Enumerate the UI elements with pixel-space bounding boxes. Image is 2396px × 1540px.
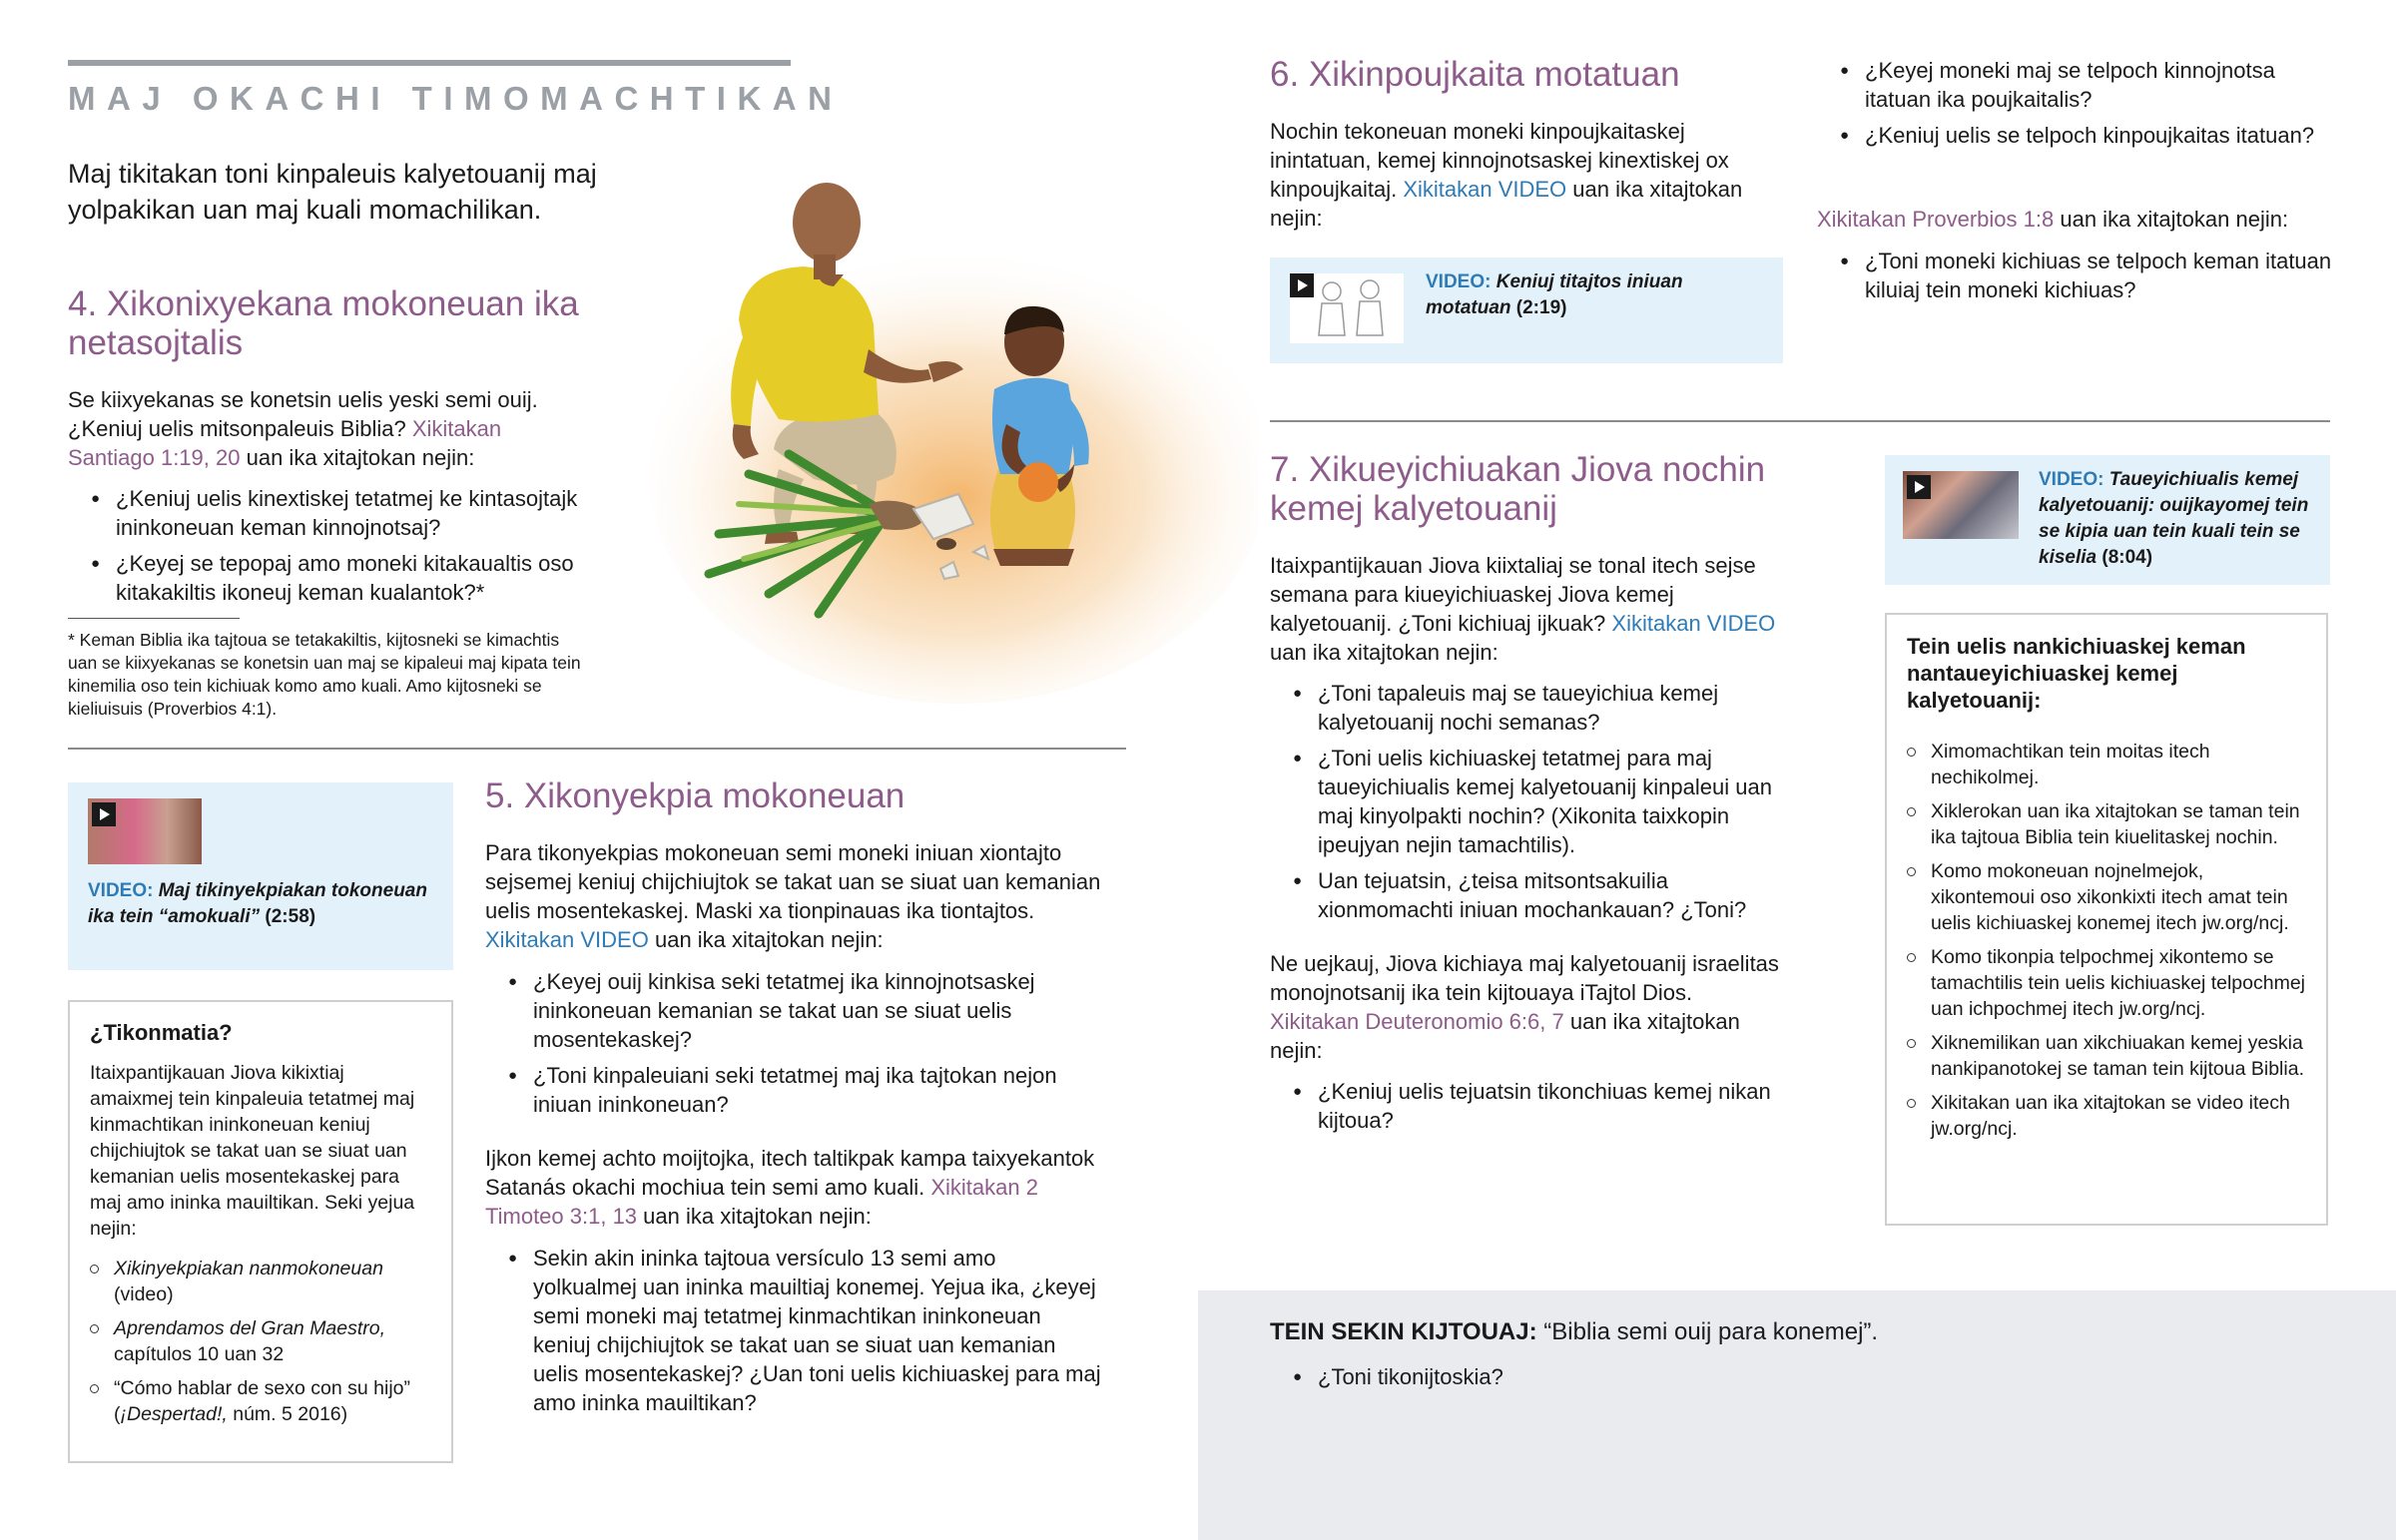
section-7-questions-2 <box>1270 1077 1779 1142</box>
section-6-questions <box>1817 56 2336 157</box>
list-item: Komo tikonpia telpochmej xikontemo se tamachtilis tein uelis kichiuaskej telpochmej uan ichpochmej itech jw.org/ncj. <box>1907 944 2311 1022</box>
page-title: MAJ OKACHI TIMOMACHTIKAN <box>68 80 844 117</box>
section-7-heading: 7. Xikueyichiuakan Jiova nochin kemej kalyetouanij <box>1270 450 1766 528</box>
section-divider <box>68 748 1126 750</box>
section-5-questions-1 <box>485 967 1104 1126</box>
video-title-2[interactable]: VIDEO: Keniuj titajtos iniuan motatuan (2:19) <box>1426 271 1683 318</box>
section-7-text: Itaixpantijkauan Jiova kiixtaliaj se tonal itech sejse semana para kiueyichiuaskej Jiova kemej kalyetouanij. ¿Toni kichiuaj ijkuak? Xikitakan VIDEO uan ika xitajtokan nejin: <box>1270 553 1776 665</box>
list-item: Xiklerokan uan ika xitajtokan se taman tein ika tajtoua Biblia tein kiuelitaskej nochin. <box>1907 798 2311 850</box>
section-5-heading: 5. Xikonyekpia mokoneuan <box>485 776 905 815</box>
section-6-scripture-link[interactable]: Xikitakan Proverbios 1:8 <box>1817 207 2055 232</box>
section-4-text: Se kiixyekanas se konetsin uelis yeski semi ouij. ¿Keniuj uelis mitsonpaleuis Biblia? Xikitakan Santiago 1:19, 20 uan ika xitajtokan nejin: <box>68 387 538 470</box>
list-item: Ximomachtikan tein moitas itech nechikolmej. <box>1907 739 2311 790</box>
section-divider <box>1270 420 2330 422</box>
section-7-questions <box>1270 679 1779 931</box>
intro-text: Maj tikitakan toni kinpaleuis kalyetouanij maj yolpakikan uan maj kuali momachilikan. <box>68 159 597 225</box>
section-5-text: Para tikonyekpias mokoneuan semi moneki iniuan xiontajto sejsemej keniuj chijchiujtok se takat uan se siuat uan kemanian uelis mosentekaskej. Maski xa tionpinauas ika tiontajtos. Xikitakan VIDEO uan ika xitajtokan nejin: <box>485 840 1101 952</box>
list-item: ● Uan tejuatsin, ¿teisa mitsontsakuilia xionmomachti iniuan mochankauan? ¿Toni? <box>1270 866 1779 924</box>
play-icon[interactable] <box>1290 273 1314 297</box>
section-5-text-2: Ijkon kemej achto moijtojka, itech taltikpak kampa taixyekantok Satanás okachi mochiua tein semi amo kuali. Xikitakan 2 Timoteo 3:1, 13 uan ika xitajtokan nejin: <box>485 1146 1095 1229</box>
list-item: ● Sekin akin ininka tajtoua versículo 13 semi amo yolkualmej uan ininka mauiltiaj konemej. Yejua ika, ¿keyej semi moneki maj tetatmej kinmachtikan ininkoneuan keniuj chijchiujtok se takat uan se siuat uan kemanian uelis mosentekaskej? ¿Uan toni uelis kichiuaskej para maj amo ininka mauiltikan? <box>485 1244 1104 1417</box>
list-item: ● ¿Toni moneki kichiuas se telpoch keman itatuan kiluiaj tein moneki kichiuas? <box>1817 247 2336 304</box>
list-item: Xikitakan uan ika xitajtokan se video itech jw.org/ncj. <box>1907 1090 2311 1142</box>
footer-band <box>1198 1290 2396 1540</box>
list-item[interactable]: Aprendamos del Gran Maestro, capítulos 10 uan 32 <box>90 1315 429 1367</box>
video-thumbnail[interactable] <box>88 798 202 864</box>
section-6-text: Nochin tekoneuan moneki kinpoujkaitaskej inintatuan, kemej kinnojnotsaskej kinextiskej ox kinpoujkaitaj. Xikitakan VIDEO uan ika xitajtokan nejin: <box>1270 119 1743 231</box>
video-card-3[interactable] <box>1885 455 2330 585</box>
did-you-know-box <box>68 1000 453 1463</box>
list-item: ● ¿Toni tapaleuis maj se taueyichiua kemej kalyetouanij nochi semanas? <box>1270 679 1779 737</box>
play-icon[interactable] <box>92 802 116 826</box>
list-item: ● ¿Toni kinpaleuiani seki tetatmej maj ika tajtokan nejon iniuan ininkoneuan? <box>485 1061 1104 1119</box>
section-4-scripture-link[interactable]: Xikitakan Santiago 1:19, 20 <box>68 416 502 470</box>
section-4-questions <box>68 484 607 614</box>
did-you-know-text: Itaixpantijkauan Jiova kikixtiaj amaixmej tein kinpaleuia tetatmej maj kinmachtikan ininkoneuan keniuj chijchiujtok se takat uan se siuat uan kemanian uelis mosentekaskej para maj amo ininka mauiltikan. Seki yejua nejin: <box>90 1062 415 1240</box>
video-title-1[interactable]: VIDEO: Maj tikinyekpiakan tokoneuan ika tein “amokuali” (2:58) <box>88 880 427 927</box>
list-item: Xiknemilikan uan xikchiuakan kemej yeskia nankipanotokej se taman tein kijtoua Biblia. <box>1907 1030 2311 1082</box>
video-card-2[interactable] <box>1270 257 1783 363</box>
footnote-rule <box>68 618 240 619</box>
section-7-text-2: Ne uejkauj, Jiova kichiaya maj kalyetouanij israelitas monojnotsanij ika tein kijtouaya iTajtol Dios. Xikitakan Deuteronomio 6:6, 7 uan ika xitajtokan nejin: <box>1270 951 1779 1063</box>
section-7-video-link[interactable]: Xikitakan VIDEO <box>1611 611 1776 636</box>
section-6-text-2: Xikitakan Proverbios 1:8 uan ika xitajtokan nejin: <box>1817 207 2289 232</box>
list-item: ● ¿Toni uelis kichiuaskej tetatmej para maj taueyichiualis kemej kalyetouanij kinpaleui uan maj kinyolpakti nochin? (Xikonita taixkopin ipeujyan nejin tamachtilis). <box>1270 744 1779 859</box>
section-5-video-link[interactable]: Xikitakan VIDEO <box>485 927 649 952</box>
list-item: ● ¿Keyej moneki maj se telpoch kinnojnotsa itatuan ika poujkaitalis? <box>1817 56 2336 114</box>
video-title-3[interactable]: VIDEO: Taueyichiualis kemej kalyetouanij: ouijkayomej tein se kipia uan tein kuali tein se kiselia (8:04) <box>2039 469 2309 568</box>
video-thumbnail[interactable] <box>1903 471 2019 539</box>
section-6-questions-2 <box>1817 247 2336 311</box>
tips-heading: Tein uelis nankichiuaskej keman nantaueyichiuaskej kemej kalyetouanij: <box>1907 634 2246 713</box>
tips-box <box>1885 613 2328 1226</box>
video-card-1[interactable] <box>68 782 453 970</box>
list-item[interactable]: “Cómo hablar de sexo con su hijo” (¡Despertad!, núm. 5 2016) <box>90 1375 429 1427</box>
list-item: ● ¿Toni tikonijtoskia? <box>1270 1362 2069 1391</box>
footnote: * Keman Biblia ika tajtoua se tetakakiltis, kijtosneki se kimachtis uan se kiixyekanas se konetsin uan maj se kipaleui maj kipata tein kinemilia oso tein kichiuak komo amo kuali. Amo kijtosneki se kieliuisuis (Proverbios 4:1). <box>68 630 581 719</box>
section-6-heading: 6. Xikinpoujkaita motatuan <box>1270 55 1680 94</box>
section-5-questions-2 <box>485 1244 1104 1424</box>
section-5-scripture-link[interactable]: Xikitakan 2 Timoteo 3:1, 13 <box>485 1175 1038 1229</box>
video-thumbnail[interactable] <box>1290 273 1404 343</box>
tips-list <box>1907 739 2311 1150</box>
publications-list <box>90 1256 429 1435</box>
list-item: ● ¿Keyej se tepopaj amo moneki kitakaualtis oso kitakakiltis ikoneuj keman kualantok?* <box>68 549 607 607</box>
list-item: ● ¿Keyej ouij kinkisa seki tetatmej ika kinnojnotsaskej ininkoneuan kemanian se takat uan se siuat uelis mosentekaskej? <box>485 967 1104 1054</box>
section-4-heading: 4. Xikonixyekana mokoneuan ika netasojtalis <box>68 284 579 362</box>
section-6-video-link[interactable]: Xikitakan VIDEO <box>1403 177 1567 202</box>
list-item: ● ¿Keniuj uelis se telpoch kinpoujkaitas itatuan? <box>1817 121 2336 150</box>
header-rule <box>68 60 791 66</box>
list-item: ● ¿Keniuj uelis tejuatsin tikonchiuas kemej nikan kijtoua? <box>1270 1077 1779 1135</box>
list-item[interactable]: Xikinyekpiakan nanmokoneuan (video) <box>90 1256 429 1307</box>
play-icon[interactable] <box>1907 475 1931 499</box>
list-item: ● ¿Keniuj uelis kinextiskej tetatmej ke kintasojtajk ininkoneuan keman kinnojnotsaj? <box>68 484 607 542</box>
footer-questions <box>1270 1362 2069 1398</box>
footer-quote: TEIN SEKIN KIJTOUAJ: “Biblia semi ouij para konemej”. <box>1270 1318 1879 1345</box>
father-son-illustration <box>629 175 1258 714</box>
section-7-scripture-link[interactable]: Xikitakan Deuteronomio 6:6, 7 <box>1270 1009 1564 1034</box>
list-item: Komo mokoneuan nojnelmejok, xikontemoui oso xikonkixti itech amat tein uelis kichiuaskej konemej itech jw.org/ncj. <box>1907 858 2311 936</box>
did-you-know-heading: ¿Tikonmatia? <box>90 1020 233 1045</box>
